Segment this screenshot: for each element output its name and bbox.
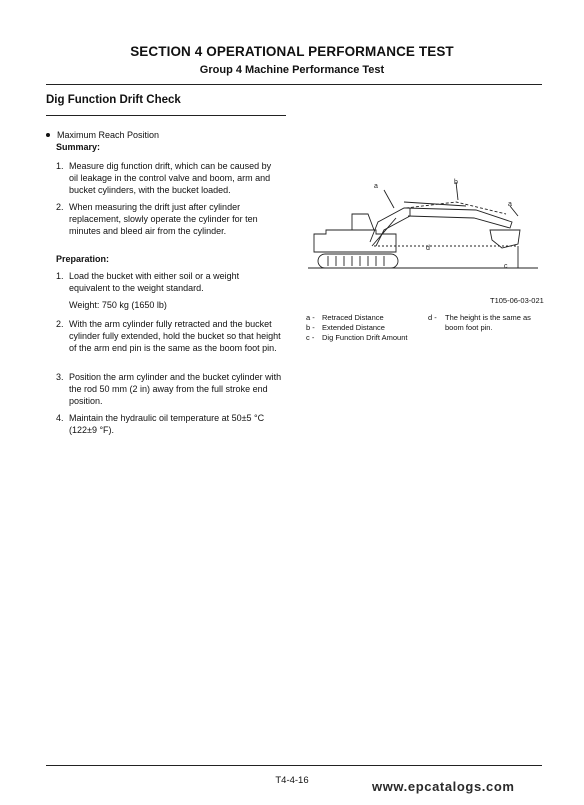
item-number: 1. (56, 271, 64, 281)
callout-d: d (426, 245, 430, 252)
boom (370, 208, 410, 246)
callout-b: b (454, 179, 458, 186)
callout-c: c (504, 263, 508, 270)
summary-item (56, 201, 282, 237)
crawler-track (318, 254, 398, 268)
figure-reference: T105-06-03-021 (490, 296, 544, 305)
item-number: 2. (56, 319, 64, 329)
preparation-item (56, 412, 282, 436)
item-text: When measuring the drift just after cylinder replacement, slowly operate the cylinder for ten minutes and bleed air from the cylinder. (69, 202, 258, 236)
leader-a (384, 190, 394, 208)
bullet-text: Maximum Reach Position (57, 130, 160, 140)
summary-label: Summary: (56, 142, 101, 152)
legend-text: Extended Distance (322, 323, 385, 332)
upper-structure (314, 230, 396, 252)
item-number: 3. (56, 372, 64, 382)
item-number: 2. (56, 202, 64, 212)
group-title: Group 4 Machine Performance Test (199, 64, 385, 76)
preparation-item (56, 270, 282, 294)
item-number: 1. (56, 161, 64, 171)
preparation-item (56, 371, 282, 407)
legend-text: Dig Function Drift Amount (322, 333, 408, 342)
figure-legend (306, 313, 542, 353)
item-text: With the arm cylinder fully retracted and the bucket cylinder fully extended, hold the bucket so that height of the arm end pin is the same as the boom foot pin. (69, 319, 281, 353)
item-text: Measure dig function drift, which can be caused by oil leakage in the control valve and boom, arm and bucket cylinders, with the bucket loaded. (69, 161, 272, 195)
legend-text: Retraced Distance (322, 313, 384, 322)
legend-key: d - (428, 313, 437, 322)
page-heading: Dig Function Drift Check (46, 94, 181, 106)
bullet-icon (46, 133, 50, 137)
item-text: Position the arm cylinder and the bucket cylinder with the rod 50 mm (2 in) away from the full stroke end position. (69, 372, 282, 406)
legend-text: The height is the same as boom foot pin. (445, 313, 531, 332)
watermark: www.epcatalogs.com (372, 779, 515, 794)
item-text: Maintain the hydraulic oil temperature at 50±5 °C (122±9 °F). (69, 413, 265, 435)
section-title: SECTION 4 OPERATIONAL PERFORMANCE TEST (130, 44, 454, 59)
legend-key: a - (306, 313, 315, 322)
preparation-item (56, 318, 282, 354)
bullet-item (46, 130, 159, 140)
callout-a: a (374, 183, 378, 190)
preparation-label: Preparation: (56, 254, 110, 264)
item-text: Load the bucket with either soil or a weight equivalent to the weight standard. (69, 271, 240, 293)
cab (352, 214, 374, 230)
bucket (490, 230, 520, 248)
item-number: 4. (56, 413, 64, 423)
arm (406, 208, 512, 228)
legend-key: c - (306, 333, 315, 342)
excavator-diagram (306, 172, 542, 276)
summary-item (56, 160, 282, 196)
track-rollers (328, 256, 384, 266)
legend-key: b - (306, 323, 315, 332)
weight-note: Weight: 750 kg (1650 lb) (69, 300, 167, 310)
page-number: T4-4-16 (275, 775, 309, 786)
footer-rule (46, 765, 542, 766)
callout-a-right: a (508, 201, 512, 208)
header-rule (46, 84, 542, 85)
heading-rule (46, 115, 286, 116)
